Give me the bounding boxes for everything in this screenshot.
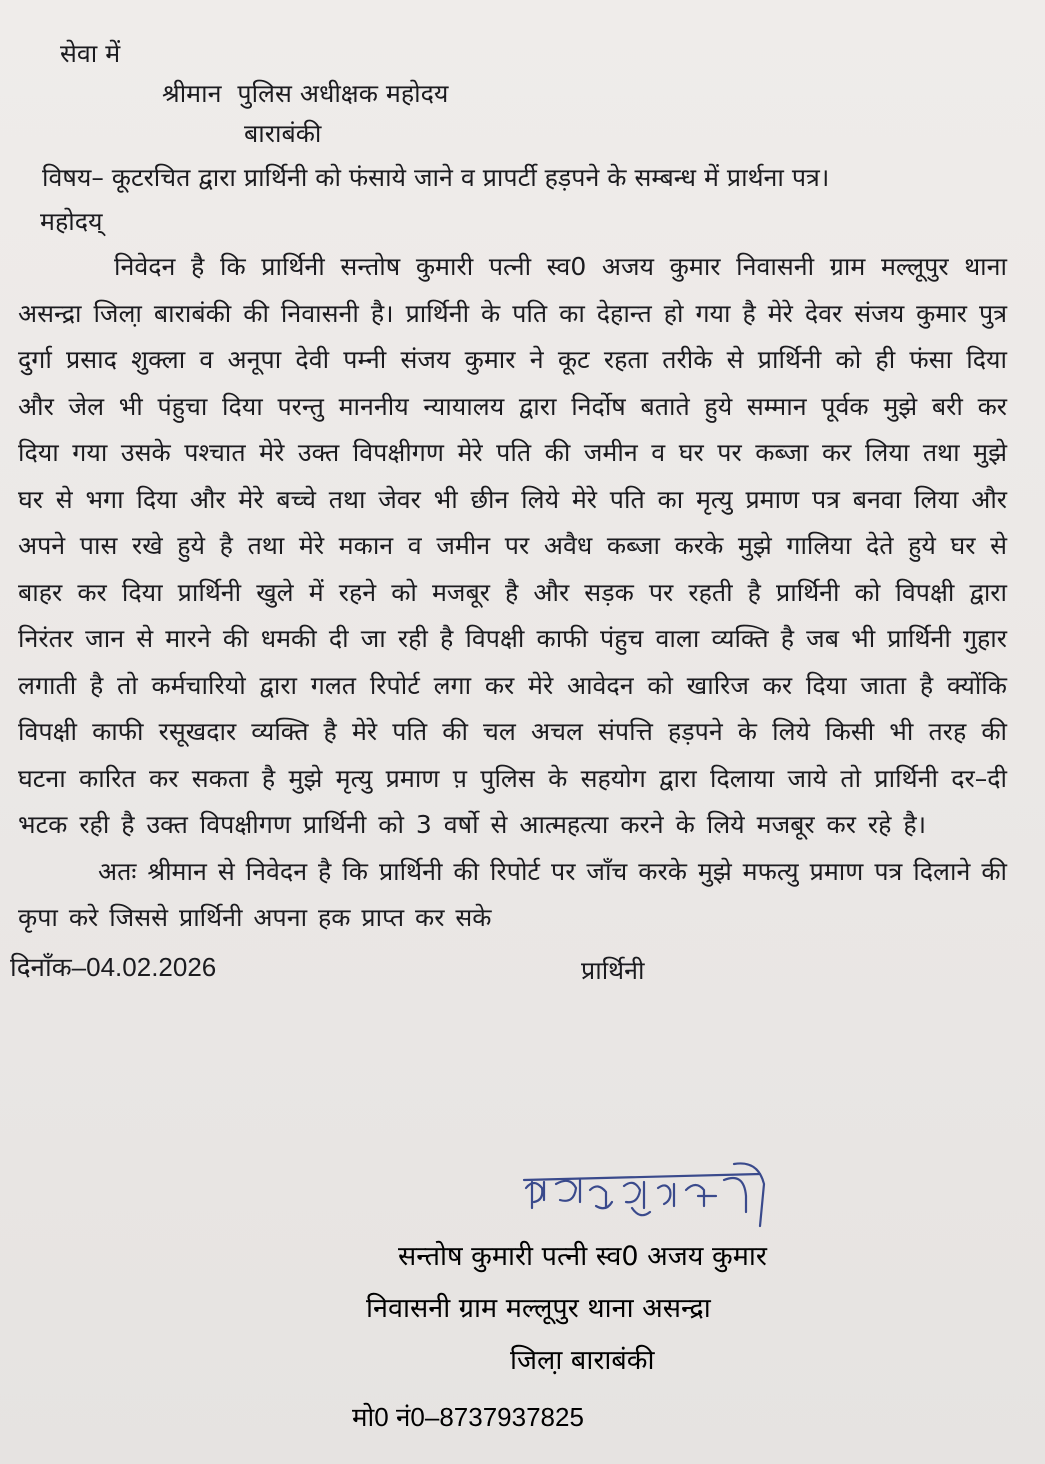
salutation: महोदय् (40, 207, 103, 236)
body-paragraph: निवेदन है कि प्रार्थिनी सन्तोष कुमारी पत्नी स्व0 अजय कुमार निवासनी ग्राम मल्लूपुर थाना असन्द्रा जिला़ बाराबंकी की निवासनी है। प्रार्थिनी के पति का देहान्त हो गया है मेरे देवर संजय कुमार पुत्र दुर्गा प्रसाद शुक्ला व अनूपा देवी पम्नी संजय कुमार ने कूट रहता तरीके से प्रार्थिनी को ही फंसा दिया और जेल भी पंहुचा दिया परन्तु माननीय न्यायालय द्वारा निर्दोष बताते हुये सम्मान पूर्वक मुझे बरी कर दिया गया उसके पश्चात मेरे उक्त विपक्षीगण मेरे पति की जमीन व घर पर कब्जा कर लिया तथा मुझे घर से भगा दिया और मेरे बच्चे तथा जेवर भी छीन लिये मेरे पति का मृत्यु प्रमाण पत्र बनवा लिया और अपने पास रखे हुये है तथा मेरे मकान व जमीन पर अवैध कब्जा करके मुझे गालिया देते हुये घर से बाहर कर दिया प्रार्थिनी खुले में रहने को मजबूर है और सड़क पर रहती है प्रार्थिनी को विपक्षी द्वारा निरंतर जान से मारने की धमकी दी जा रही है विपक्षी काफी पंहुच वाला व्यक्ति है जब भी प्रार्थिनी गुहार लगाती है तो कर्मचारियो द्वारा गलत रिपोर्ट लगा कर मेरे आवेदन को खारिज कर दिया जाता है क्योंकि विपक्षी काफी रसूखदार व्यक्ति है मेरे पति की चल अचल संपत्ति हड़पने के लिये किसी भी तरह की घटना कारित कर सकता है मुझे मृत्यु प्रमाण प़ पुलिस के सहयोग द्वारा दिलाया जाये तो प्रार्थिनी दर–दी भटक रही है उक्त विपक्षीगण प्रार्थिनी को 3 वर्षो से आत्महत्या करने के लिये मजबूर कर रहे है। (18, 252, 1007, 839)
sender-district: जिला़ बाराबंकी (510, 1345, 655, 1376)
handwritten-signature (520, 1160, 770, 1240)
addressee-title: श्रीमान पुलिस अधीक्षक महोदय (162, 79, 449, 108)
addressee-place: बाराबंकी (244, 119, 322, 148)
sender-name: सन्तोष कुमारी पत्नी स्व0 अजय कुमार (398, 1241, 767, 1272)
applicant-label: प्रार्थिनी (581, 955, 645, 985)
date-row (10, 944, 1007, 990)
greeting-to: सेवा में (60, 39, 121, 68)
sender-mobile: मो0 नं0–8737937825 (352, 1402, 584, 1432)
addressee-block (162, 74, 1007, 154)
date-text: दिनाँक–04.02.2026 (10, 951, 217, 982)
closing-paragraph: अतः श्रीमान से निवेदन है कि प्रार्थिनी की रिपोर्ट पर जाँच करके मुझे मफत्यु प्रमाण पत्र दिलाने की कृपा करे जिससे प्रार्थिनी अपना हक प्राप्त कर सके (18, 856, 1007, 932)
sender-address: निवासनी ग्राम मल्लूपुर थाना असन्द्रा (366, 1293, 711, 1324)
subject-line: विषय– कूटरचित द्वारा प्रार्थिनी को फंसाये जाने व प्रापर्टी हड़पने के सम्बन्ध में प्रार्थना पत्र। (42, 163, 830, 192)
